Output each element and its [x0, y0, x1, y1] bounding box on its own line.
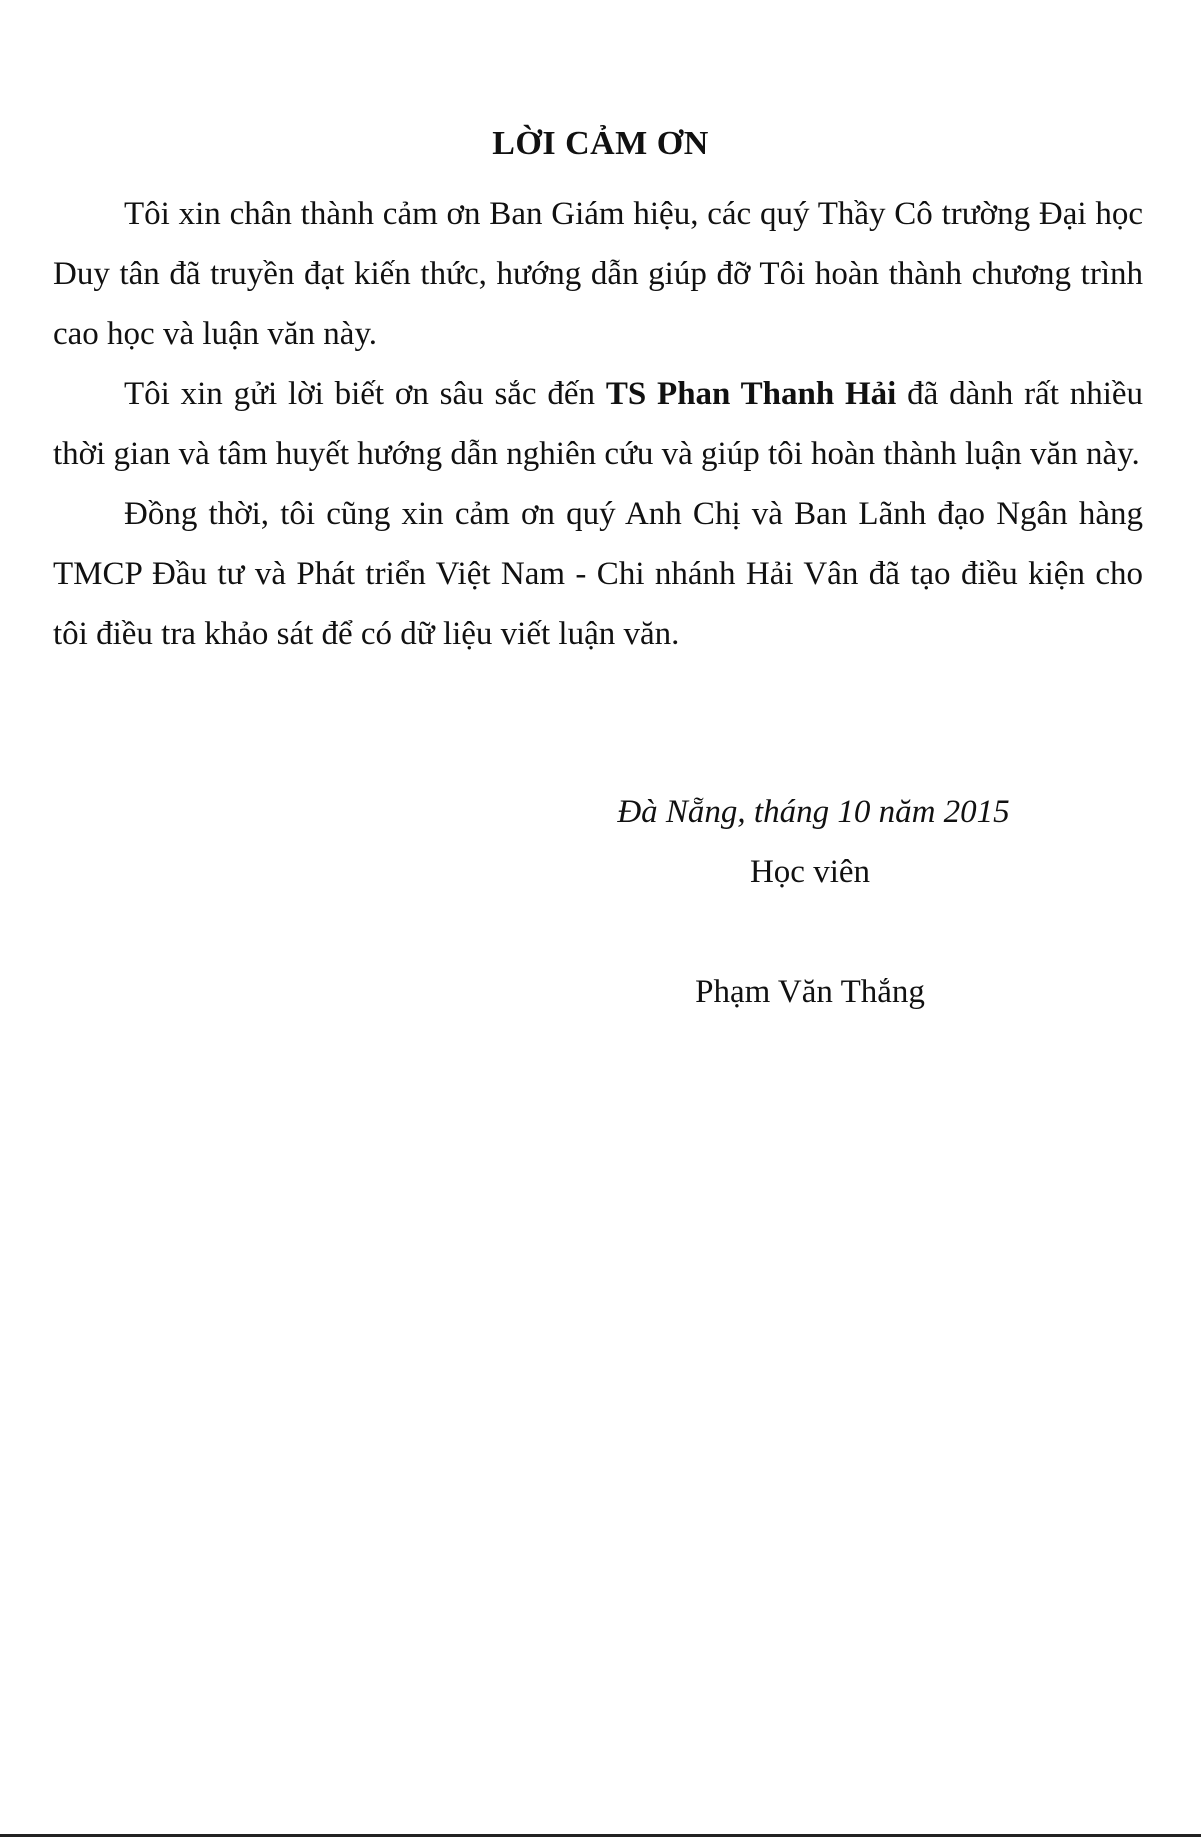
- paragraph-3: Đồng thời, tôi cũng xin cảm ơn quý Anh Chị và Ban Lãnh đạo Ngân hàng TMCP Đầu tư và Phát triển Việt Nam - Chi nhánh Hải Vân đã tạo điều kiện cho tôi điều tra khảo sát để có dữ liệu viết luận văn.: [53, 496, 1143, 652]
- advisor-name: TS Phan Thanh Hải: [605, 376, 897, 412]
- signature-space: [560, 902, 1060, 962]
- paragraph-2-text-after: đã dành rất nhiều thời gian và tâm huyết hướng dẫn nghiên cứu và giúp tôi hoàn thành luận văn này.: [53, 376, 1144, 472]
- paragraph-1: Tôi xin chân thành cảm ơn Ban Giám hiệu, các quý Thầy Cô trường Đại học Duy tân đã truyền đạt kiến thức, hướng dẫn giúp đỡ Tôi hoàn thành chương trình cao học và luận văn này.: [53, 196, 1143, 352]
- page-title: LỜI CẢM ƠN: [492, 125, 709, 162]
- acknowledgement-body: [53, 184, 1143, 664]
- paragraph-2-text-before: Tôi xin gửi lời biết ơn sâu sắc đến: [124, 376, 606, 412]
- signature-date-place: Đà Nẵng, tháng 10 năm 2015: [617, 794, 1010, 830]
- paragraph-2: [53, 364, 1143, 484]
- signature-block: [560, 782, 1060, 1022]
- signature-name: Phạm Văn Thắng: [695, 974, 925, 1010]
- signature-role: Học viên: [749, 854, 871, 890]
